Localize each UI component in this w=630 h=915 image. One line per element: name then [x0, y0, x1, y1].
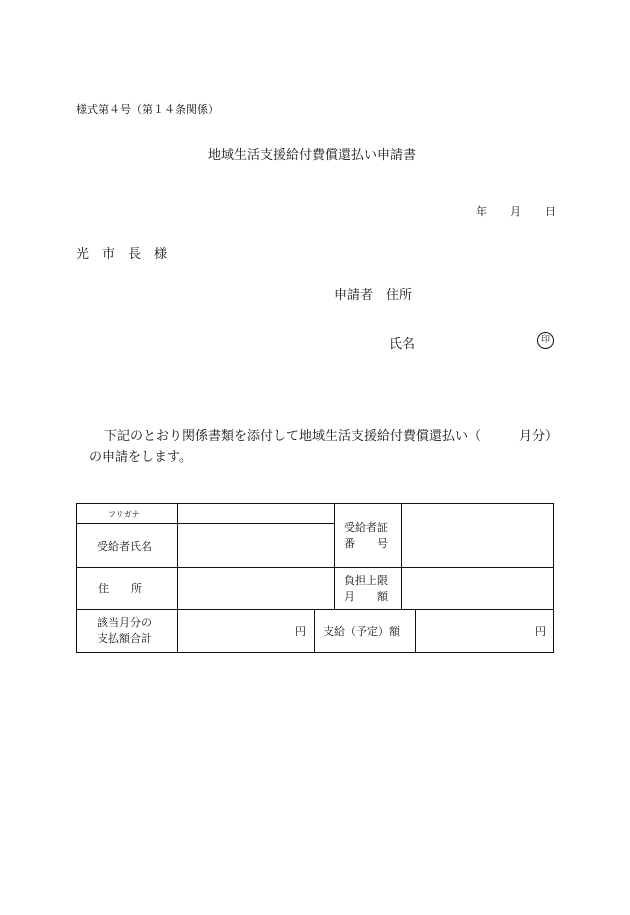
yen-unit-total: 円: [295, 625, 306, 638]
date-day-label: 日: [545, 205, 556, 218]
applicant-name-label: 氏名: [389, 337, 416, 352]
furigana-label: フリガナ: [108, 510, 140, 519]
seal-mark: 印: [537, 332, 554, 349]
cert-number-label-line1: 受給者証: [344, 521, 388, 534]
table-col-divider-5: [415, 609, 416, 653]
yen-unit-payment: 円: [535, 625, 546, 638]
payment-amount-label: 支給（予定）額: [323, 625, 400, 638]
limit-label-line1: 負担上限: [344, 574, 388, 587]
table-col-divider-1: [177, 503, 178, 653]
recipient-name-label: 受給者氏名: [97, 540, 152, 553]
applicant-address-label: 住所: [386, 288, 413, 303]
table-col-divider-2: [334, 503, 335, 610]
cert-number-label-line2: 番 号: [344, 537, 388, 550]
form-number: 様式第４号（第１４条関係）: [76, 103, 219, 116]
addressee: 光 市 長 様: [76, 247, 168, 262]
body-text-month-suffix: 月分）: [519, 429, 559, 444]
body-text-line1: 下記のとおり関係書類を添付して地域生活支援給付費償還払い（: [104, 429, 482, 444]
total-label-line2: 支払額合計: [97, 632, 152, 645]
date-month-label: 月: [510, 205, 521, 218]
table-col-divider-4: [314, 609, 315, 653]
body-text-line2: の申請をします。: [89, 450, 192, 465]
table-divider-furigana: [76, 523, 334, 524]
address-label: 住 所: [98, 582, 142, 595]
table-divider-row2: [76, 567, 554, 568]
total-label-line1: 該当月分の: [97, 616, 152, 629]
applicant-label: 申請者: [334, 288, 374, 303]
limit-label-line2: 月 額: [344, 590, 388, 603]
table-border-left: [76, 503, 77, 653]
table-col-divider-3: [401, 503, 402, 610]
table-border-right: [553, 503, 554, 653]
table-divider-row3: [76, 609, 554, 610]
table-border-top: [76, 503, 554, 504]
table-border-bottom: [76, 652, 554, 653]
date-year-label: 年: [476, 205, 487, 218]
document-title: 地域生活支援給付費償還払い申請書: [208, 148, 417, 163]
